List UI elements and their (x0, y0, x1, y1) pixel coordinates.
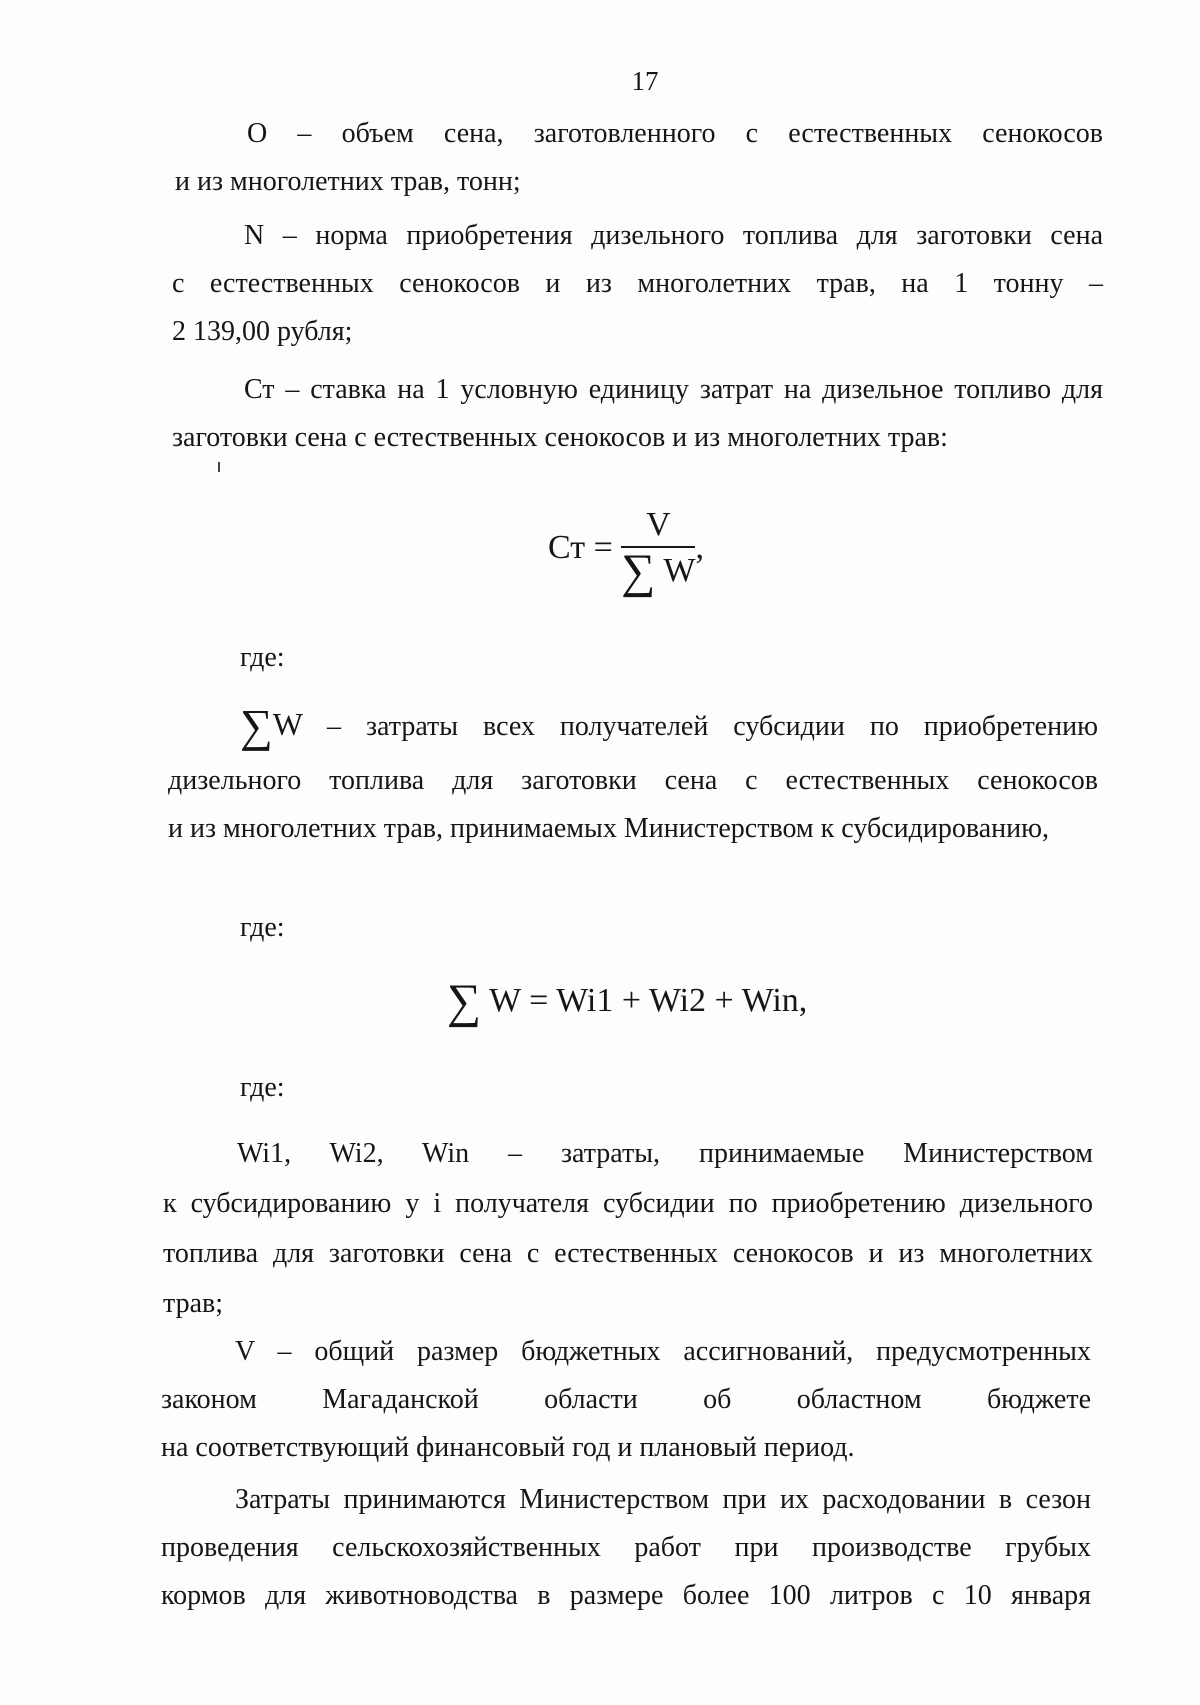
where-label-3: где: (240, 1072, 285, 1103)
formula-ct-denominator (621, 544, 696, 598)
formula-ct-denominator-symbol: W (663, 551, 696, 589)
sigma-symbol: ∑ (621, 544, 656, 598)
definition-wi-line-4: трав; (163, 1288, 224, 1319)
costs-paragraph-line-1: Затраты принимаются Министерством при их расходовании в сезон (235, 1484, 1091, 1515)
scan-mark (218, 462, 220, 472)
where-label-1: где: (240, 642, 285, 673)
definition-sum-w-line-2: дизельного топлива для заготовки сена с естественных сенокосов (168, 765, 1098, 796)
costs-paragraph (161, 1476, 1091, 1620)
definition-wi-line-1: Wi1, Wi2, Win – затраты, принимаемые Министерством (237, 1138, 1093, 1169)
formula-ct-trailing: , (695, 529, 704, 567)
definition-sum-w-line-3: и из многолетних трав, принимаемых Министерством к субсидированию, (168, 813, 1050, 844)
definition-v (161, 1328, 1091, 1472)
definition-wi (163, 1130, 1093, 1328)
definition-v-line-2: законом Магаданской области об областном бюджете (161, 1384, 1091, 1415)
sigma-symbol: ∑ (447, 975, 482, 1028)
formula-ct-numerator: V (621, 505, 695, 548)
definition-n-line-3: 2 139,00 рубля; (172, 316, 353, 347)
formula-sum-w (447, 975, 808, 1028)
definition-o (175, 110, 1103, 206)
definition-v-line-3: на соответствующий финансовый год и плановый период. (161, 1432, 855, 1463)
definition-sum-w-line-1 (168, 700, 1098, 751)
definition-n-line-1: N – норма приобретения дизельного топлива для заготовки сена (244, 220, 1103, 251)
costs-paragraph-line-3: кормов для животноводства в размере более 100 литров с 10 января (161, 1580, 1091, 1611)
costs-paragraph-line-2: проведения сельскохозяйственных работ при производстве грубых (161, 1532, 1091, 1563)
definition-ct-line-1: Ст – ставка на 1 условную единицу затрат на дизельное топливо для (244, 374, 1103, 405)
definition-v-line-1: V – общий размер бюджетных ассигнований, предусмотренных (235, 1336, 1091, 1367)
definition-wi-line-2: к субсидированию у i получателя субсидии по приобретению дизельного (163, 1188, 1093, 1219)
formula-sum-w-expression: W = Wi1 + Wi2 + Win, (489, 982, 808, 1019)
definition-o-line-1: О – объем сена, заготовленного с естественных сенокосов (247, 118, 1103, 149)
definition-n-line-2: с естественных сенокосов и из многолетних трав, на 1 тонну – (172, 268, 1103, 299)
definition-ct-line-2: заготовки сена с естественных сенокосов и из многолетних трав: (172, 422, 948, 453)
definition-sum-w (168, 700, 1098, 853)
definition-o-line-2: и из многолетних трав, тонн; (175, 166, 521, 197)
formula-ct-fraction (621, 505, 695, 596)
sum-w-symbol: W (272, 706, 303, 742)
where-label-2: где: (240, 912, 285, 943)
page-number: 17 (631, 66, 659, 96)
formula-ct (548, 505, 704, 596)
definition-n (172, 212, 1103, 356)
formula-ct-lhs: Ст = (548, 529, 613, 567)
definition-sum-w-text-1: – затраты всех получателей субсидии по приобретению (327, 711, 1098, 742)
sigma-symbol: ∑ (240, 700, 273, 751)
definition-ct (172, 366, 1103, 462)
definition-wi-line-3: топлива для заготовки сена с естественных сенокосов и из многолетних (163, 1238, 1093, 1269)
